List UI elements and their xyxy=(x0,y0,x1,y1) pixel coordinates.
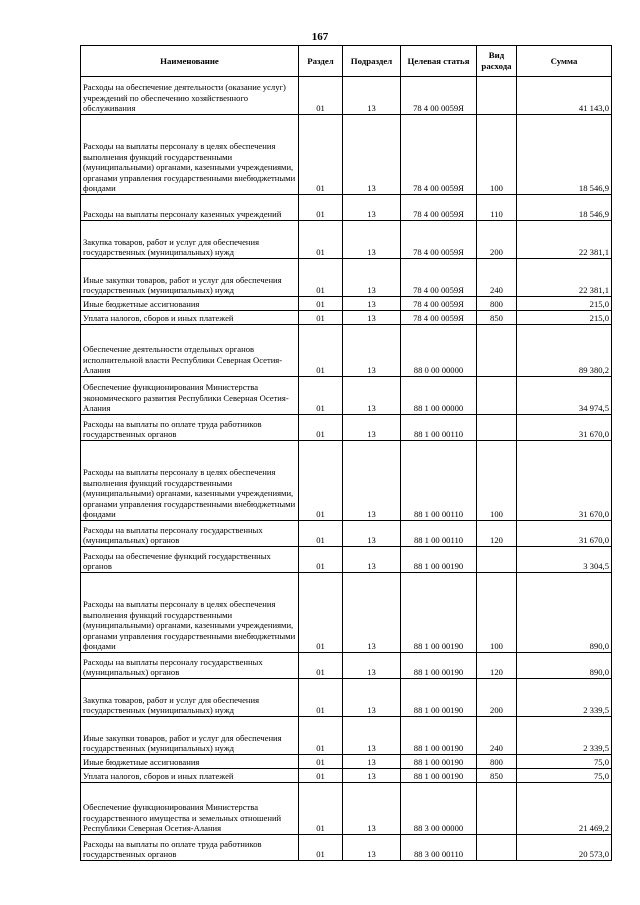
cell-razdel: 01 xyxy=(299,325,343,377)
cell-sum: 18 546,9 xyxy=(517,115,612,195)
table-header-row xyxy=(81,46,612,77)
cell-sum: 22 381,1 xyxy=(517,259,612,297)
table-row xyxy=(81,653,612,679)
cell-name: Обеспечение деятельности отдельных органов исполнительной власти Республики Северная Осетия-Алания xyxy=(81,325,299,377)
cell-sum: 215,0 xyxy=(517,311,612,325)
cell-razdel: 01 xyxy=(299,769,343,783)
header-expense-type: Вид расхода xyxy=(477,46,517,77)
cell-podrazdel: 13 xyxy=(343,297,401,311)
cell-podrazdel: 13 xyxy=(343,77,401,115)
cell-razdel: 01 xyxy=(299,783,343,835)
table-row xyxy=(81,297,612,311)
cell-expense-type: 120 xyxy=(477,521,517,547)
cell-sum: 20 573,0 xyxy=(517,835,612,861)
cell-expense-type: 240 xyxy=(477,259,517,297)
cell-name: Расходы на обеспечение деятельности (оказание услуг) учреждений по обеспечению хозяйственного обслуживания xyxy=(81,77,299,115)
cell-podrazdel: 13 xyxy=(343,573,401,653)
cell-podrazdel: 13 xyxy=(343,115,401,195)
cell-target-article: 78 4 00 0059Я xyxy=(401,297,477,311)
cell-podrazdel: 13 xyxy=(343,325,401,377)
table-row xyxy=(81,377,612,415)
cell-sum: 890,0 xyxy=(517,573,612,653)
cell-name: Иные закупки товаров, работ и услуг для обеспечения государственных (муниципальных) нужд xyxy=(81,259,299,297)
cell-sum: 75,0 xyxy=(517,769,612,783)
cell-target-article: 88 0 00 00000 xyxy=(401,325,477,377)
cell-target-article: 78 4 00 0059Я xyxy=(401,195,477,221)
cell-name: Расходы на выплаты по оплате труда работников государственных органов xyxy=(81,835,299,861)
cell-sum: 2 339,5 xyxy=(517,717,612,755)
cell-target-article: 78 4 00 0059Я xyxy=(401,311,477,325)
cell-target-article: 88 1 00 00110 xyxy=(401,441,477,521)
cell-razdel: 01 xyxy=(299,717,343,755)
cell-sum: 41 143,0 xyxy=(517,77,612,115)
cell-podrazdel: 13 xyxy=(343,311,401,325)
cell-name: Расходы на выплаты персоналу государственных (муниципальных) органов xyxy=(81,653,299,679)
cell-target-article: 88 3 00 00110 xyxy=(401,835,477,861)
cell-expense-type xyxy=(477,547,517,573)
cell-expense-type: 800 xyxy=(477,297,517,311)
cell-name: Расходы на выплаты по оплате труда работников государственных органов xyxy=(81,415,299,441)
cell-razdel: 01 xyxy=(299,377,343,415)
table-row xyxy=(81,325,612,377)
cell-name: Расходы на выплаты персоналу в целях обеспечения выполнения функций государственными (муниципальными) органами, казенными учреждениями, органами управления государственными внебюджетными фондами xyxy=(81,441,299,521)
cell-podrazdel: 13 xyxy=(343,259,401,297)
cell-name: Расходы на обеспечение функций государственных органов xyxy=(81,547,299,573)
cell-expense-type xyxy=(477,835,517,861)
table-row xyxy=(81,755,612,769)
table-row xyxy=(81,769,612,783)
cell-expense-type xyxy=(477,783,517,835)
cell-expense-type: 120 xyxy=(477,653,517,679)
table-row xyxy=(81,221,612,259)
cell-target-article: 88 1 00 00190 xyxy=(401,547,477,573)
cell-name: Расходы на выплаты персоналу государственных (муниципальных) органов xyxy=(81,521,299,547)
cell-podrazdel: 13 xyxy=(343,679,401,717)
cell-sum: 31 670,0 xyxy=(517,521,612,547)
cell-name: Расходы на выплаты персоналу в целях обеспечения выполнения функций государственными (муниципальными) органами, казенными учреждениями, органами управления государственными внебюджетными фондами xyxy=(81,573,299,653)
cell-podrazdel: 13 xyxy=(343,755,401,769)
cell-razdel: 01 xyxy=(299,755,343,769)
table-row xyxy=(81,311,612,325)
cell-razdel: 01 xyxy=(299,311,343,325)
cell-name: Обеспечение функционирования Министерства экономического развития Республики Северная Осетия-Алания xyxy=(81,377,299,415)
table-row xyxy=(81,415,612,441)
cell-sum: 31 670,0 xyxy=(517,415,612,441)
header-sum: Сумма xyxy=(517,46,612,77)
cell-target-article: 88 1 00 00190 xyxy=(401,717,477,755)
cell-target-article: 88 3 00 00000 xyxy=(401,783,477,835)
cell-expense-type: 200 xyxy=(477,679,517,717)
table-row xyxy=(81,441,612,521)
cell-name: Расходы на выплаты персоналу казенных учреждений xyxy=(81,195,299,221)
cell-name: Закупка товаров, работ и услуг для обеспечения государственных (муниципальных) нужд xyxy=(81,679,299,717)
table-row xyxy=(81,679,612,717)
cell-sum: 22 381,1 xyxy=(517,221,612,259)
table-row xyxy=(81,115,612,195)
cell-target-article: 88 1 00 00000 xyxy=(401,377,477,415)
cell-target-article: 88 1 00 00110 xyxy=(401,415,477,441)
cell-podrazdel: 13 xyxy=(343,783,401,835)
cell-name: Иные закупки товаров, работ и услуг для обеспечения государственных (муниципальных) нужд xyxy=(81,717,299,755)
cell-sum: 31 670,0 xyxy=(517,441,612,521)
cell-razdel: 01 xyxy=(299,679,343,717)
cell-podrazdel: 13 xyxy=(343,377,401,415)
cell-expense-type xyxy=(477,77,517,115)
cell-podrazdel: 13 xyxy=(343,221,401,259)
cell-target-article: 78 4 00 0059Я xyxy=(401,259,477,297)
cell-expense-type: 110 xyxy=(477,195,517,221)
table-row xyxy=(81,77,612,115)
cell-target-article: 88 1 00 00190 xyxy=(401,573,477,653)
cell-podrazdel: 13 xyxy=(343,521,401,547)
cell-razdel: 01 xyxy=(299,441,343,521)
header-target-article: Целевая статья xyxy=(401,46,477,77)
page-number: 167 xyxy=(311,31,329,43)
cell-podrazdel: 13 xyxy=(343,653,401,679)
cell-podrazdel: 13 xyxy=(343,547,401,573)
cell-razdel: 01 xyxy=(299,77,343,115)
cell-razdel: 01 xyxy=(299,653,343,679)
cell-expense-type: 100 xyxy=(477,115,517,195)
cell-target-article: 88 1 00 00110 xyxy=(401,521,477,547)
cell-razdel: 01 xyxy=(299,547,343,573)
cell-target-article: 88 1 00 00190 xyxy=(401,653,477,679)
cell-sum: 21 469,2 xyxy=(517,783,612,835)
cell-podrazdel: 13 xyxy=(343,769,401,783)
cell-razdel: 01 xyxy=(299,195,343,221)
cell-razdel: 01 xyxy=(299,835,343,861)
header-name: Наименование xyxy=(81,46,299,77)
cell-name: Иные бюджетные ассигнования xyxy=(81,297,299,311)
cell-expense-type xyxy=(477,415,517,441)
cell-sum: 18 546,9 xyxy=(517,195,612,221)
cell-podrazdel: 13 xyxy=(343,441,401,521)
cell-expense-type: 240 xyxy=(477,717,517,755)
table-row xyxy=(81,573,612,653)
cell-razdel: 01 xyxy=(299,221,343,259)
cell-sum: 75,0 xyxy=(517,755,612,769)
table-row xyxy=(81,835,612,861)
cell-target-article: 78 4 00 0059Я xyxy=(401,77,477,115)
table-row xyxy=(81,717,612,755)
header-razdel: Раздел xyxy=(299,46,343,77)
table-row xyxy=(81,195,612,221)
cell-name: Уплата налогов, сборов и иных платежей xyxy=(81,769,299,783)
cell-razdel: 01 xyxy=(299,415,343,441)
cell-expense-type: 850 xyxy=(477,311,517,325)
cell-sum: 2 339,5 xyxy=(517,679,612,717)
cell-sum: 215,0 xyxy=(517,297,612,311)
cell-podrazdel: 13 xyxy=(343,835,401,861)
cell-sum: 3 304,5 xyxy=(517,547,612,573)
table-row xyxy=(81,259,612,297)
cell-name: Расходы на выплаты персоналу в целях обеспечения выполнения функций государственными (муниципальными) органами, казенными учреждениями, органами управления государственными внебюджетными фондами xyxy=(81,115,299,195)
cell-expense-type xyxy=(477,325,517,377)
budget-table xyxy=(80,45,612,861)
cell-target-article: 88 1 00 00190 xyxy=(401,769,477,783)
cell-razdel: 01 xyxy=(299,259,343,297)
cell-razdel: 01 xyxy=(299,521,343,547)
cell-podrazdel: 13 xyxy=(343,717,401,755)
cell-expense-type: 850 xyxy=(477,769,517,783)
cell-razdel: 01 xyxy=(299,297,343,311)
table-row xyxy=(81,547,612,573)
cell-podrazdel: 13 xyxy=(343,195,401,221)
cell-expense-type xyxy=(477,377,517,415)
cell-name: Закупка товаров, работ и услуг для обеспечения государственных (муниципальных) нужд xyxy=(81,221,299,259)
cell-expense-type: 200 xyxy=(477,221,517,259)
cell-razdel: 01 xyxy=(299,573,343,653)
cell-sum: 89 380,2 xyxy=(517,325,612,377)
cell-sum: 890,0 xyxy=(517,653,612,679)
cell-target-article: 88 1 00 00190 xyxy=(401,755,477,769)
table-row xyxy=(81,521,612,547)
cell-expense-type: 100 xyxy=(477,573,517,653)
cell-sum: 34 974,5 xyxy=(517,377,612,415)
cell-target-article: 78 4 00 0059Я xyxy=(401,221,477,259)
cell-expense-type: 100 xyxy=(477,441,517,521)
cell-name: Уплата налогов, сборов и иных платежей xyxy=(81,311,299,325)
cell-razdel: 01 xyxy=(299,115,343,195)
cell-name: Обеспечение функционирования Министерства государственного имущества и земельных отношений Республики Северная Осетия-Алания xyxy=(81,783,299,835)
cell-target-article: 78 4 00 0059Я xyxy=(401,115,477,195)
cell-podrazdel: 13 xyxy=(343,415,401,441)
table-row xyxy=(81,783,612,835)
cell-target-article: 88 1 00 00190 xyxy=(401,679,477,717)
header-podrazdel: Подраздел xyxy=(343,46,401,77)
cell-name: Иные бюджетные ассигнования xyxy=(81,755,299,769)
cell-expense-type: 800 xyxy=(477,755,517,769)
